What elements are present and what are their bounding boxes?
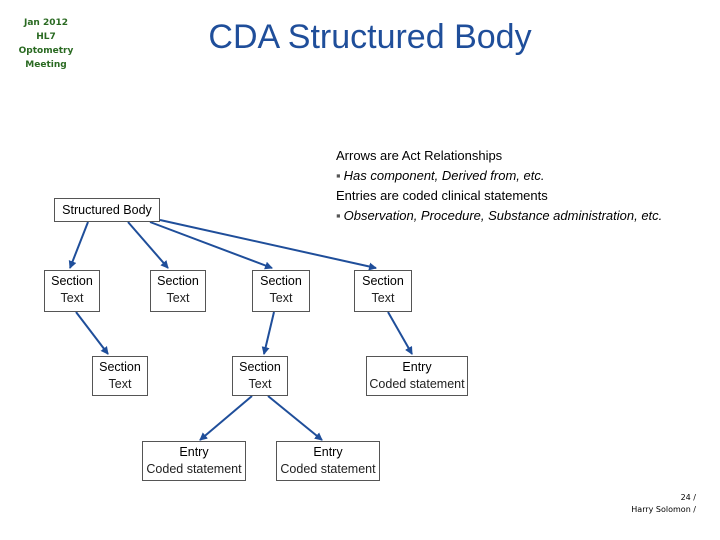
entry-title: Entry bbox=[313, 445, 343, 459]
notes-line-3: Entries are coded clinical statements bbox=[336, 188, 548, 203]
section-text: Text bbox=[248, 377, 272, 391]
arrow-body-to-section-2 bbox=[128, 222, 168, 268]
meeting-word: Meeting bbox=[25, 60, 67, 70]
structured-body-box bbox=[54, 198, 160, 222]
section-title: Section bbox=[157, 274, 199, 288]
arrow-section-1-to-section-5 bbox=[76, 312, 108, 354]
arrow-body-to-section-1 bbox=[70, 222, 88, 268]
section-box bbox=[92, 356, 148, 396]
section-title: Section bbox=[260, 274, 302, 288]
section-box bbox=[44, 270, 100, 312]
section-box bbox=[252, 270, 310, 312]
entry-text: Coded statement bbox=[369, 377, 465, 391]
arrow-section-4-to-entry-1 bbox=[388, 312, 412, 354]
entry-box bbox=[276, 441, 380, 481]
slide-title: CDA Structured Body bbox=[208, 18, 532, 56]
section-text: Text bbox=[166, 291, 190, 305]
entry-title: Entry bbox=[402, 360, 432, 374]
entry-title: Entry bbox=[179, 445, 209, 459]
section-title: Section bbox=[99, 360, 141, 374]
meeting-date: Jan 2012 bbox=[23, 18, 68, 28]
section-text: Text bbox=[108, 377, 132, 391]
bullet-icon: ▪ bbox=[336, 208, 341, 223]
meeting-org: HL7 bbox=[36, 32, 56, 42]
entry-text: Coded statement bbox=[146, 462, 242, 476]
arrow-body-to-section-3 bbox=[150, 222, 272, 268]
section-box bbox=[354, 270, 412, 312]
arrow-section-6-to-entry-2 bbox=[200, 396, 252, 440]
section-text: Text bbox=[371, 291, 395, 305]
meeting-group: Optometry bbox=[18, 46, 74, 56]
section-title: Section bbox=[239, 360, 281, 374]
bullet-icon: ▪ bbox=[336, 168, 341, 183]
author-name: Harry Solomon / bbox=[631, 505, 696, 514]
notes-line-2-text: Has component, Derived from, etc. bbox=[343, 168, 545, 183]
entry-box bbox=[142, 441, 246, 481]
section-box bbox=[232, 356, 288, 396]
arrow-section-3-to-section-6 bbox=[264, 312, 274, 354]
entry-text: Coded statement bbox=[280, 462, 376, 476]
arrow-body-to-section-4 bbox=[160, 220, 376, 268]
section-text: Text bbox=[60, 291, 84, 305]
page-number: 24 / bbox=[680, 493, 696, 502]
section-title: Section bbox=[51, 274, 93, 288]
section-title: Section bbox=[362, 274, 404, 288]
notes-line-1: Arrows are Act Relationships bbox=[336, 148, 503, 163]
notes-line-4-text: Observation, Procedure, Substance administration, etc. bbox=[343, 208, 663, 223]
section-box bbox=[150, 270, 206, 312]
section-text: Text bbox=[269, 291, 293, 305]
structured-body-label: Structured Body bbox=[62, 203, 152, 217]
entry-box bbox=[366, 356, 468, 396]
slide-footer bbox=[631, 492, 696, 516]
arrow-section-6-to-entry-3 bbox=[268, 396, 322, 440]
